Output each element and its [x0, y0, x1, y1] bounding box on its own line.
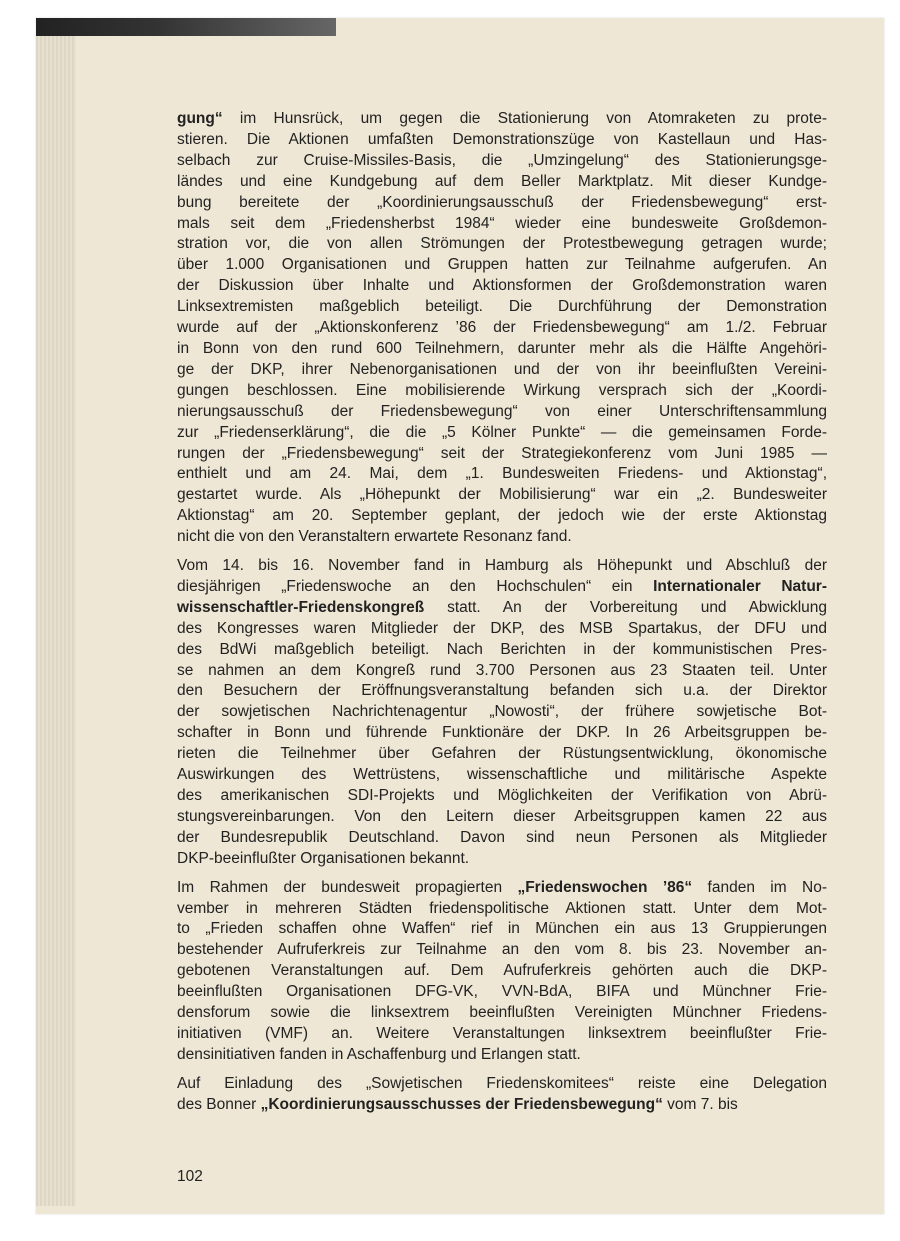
paragraph: [177, 109, 827, 548]
text-line: [177, 234, 827, 255]
text-run: rieten die Teilnehmer über Gefahren der Rüstungsentwicklung, ökonomische: [177, 745, 827, 763]
text-line: [177, 193, 827, 214]
text-run: beeinflußten Organisationen DFG-VK, VVN-BdA, BIFA und Münchner Frie-: [177, 983, 827, 1001]
text-line: [177, 878, 827, 899]
text-run: enthielt und am 24. Mai, dem „1. Bundesweiten Friedens- und Aktionstag“,: [177, 465, 827, 483]
text-run: densinitiativen fanden in Aschaffenburg und Erlangen statt.: [177, 1045, 581, 1063]
text-line: [177, 464, 827, 485]
text-run: Vom 14. bis 16. November fand in Hamburg als Höhepunkt und Abschluß der: [177, 557, 827, 575]
text-run: Linksextremisten maßgeblich beteiligt. Die Durchführung der Demonstration: [177, 298, 827, 316]
text-line: [177, 109, 827, 130]
text-run: schafter in Bonn und führende Funktionäre der DKP. In 26 Arbeitsgruppen be-: [177, 724, 827, 742]
text-run: des Bonner: [177, 1095, 261, 1113]
text-line: [177, 661, 827, 682]
text-run: to „Frieden schaffen ohne Waffen“ rief in München ein aus 13 Gruppierungen: [177, 920, 827, 938]
text-line: [177, 1074, 827, 1095]
text-line: [177, 556, 827, 577]
page-number: 102: [177, 1168, 203, 1185]
text-run: des Kongresses waren Mitglieder der DKP, des MSB Spartakus, der DFU und: [177, 619, 827, 637]
text-run: Auf Einladung des „Sowjetischen Friedenskomitees“ reiste eine Delegation: [177, 1074, 827, 1092]
text-run: Im Rahmen der bundesweit propagierten: [177, 878, 518, 896]
text-run: in Bonn von den rund 600 Teilnehmern, darunter mehr als die Hälfte Angehöri-: [177, 339, 827, 357]
text-line: [177, 339, 827, 360]
text-line: [177, 297, 827, 318]
text-run: der Diskussion über Inhalte und Aktionsformen der Großdemonstration waren: [177, 277, 827, 295]
text-run: nierungsausschuß der Friedensbewegung“ von einer Unterschriftensammlung: [177, 402, 827, 420]
text-run: bestehender Aufruferkreis zur Teilnahme an den vom 8. bis 23. November an-: [177, 941, 827, 959]
text-run: vember in mehreren Städten friedenspolitische Aktionen statt. Unter dem Mot-: [177, 899, 827, 917]
text-line: [177, 577, 827, 598]
text-run: der Bundesrepublik Deutschland. Davon sind neun Personen als Mitglieder: [177, 828, 827, 846]
text-run: wurde auf der „Aktionskonferenz ’86 der Friedensbewegung“ am 1./2. Februar: [177, 319, 827, 337]
text-run: Auswirkungen des Wettrüstens, wissenschaftliche und militärische Aspekte: [177, 766, 827, 784]
page-top-edge: [36, 18, 336, 36]
text-line: [177, 807, 827, 828]
text-line: [177, 423, 827, 444]
text-line: [177, 318, 827, 339]
text-line: [177, 744, 827, 765]
text-line: [177, 444, 827, 465]
text-run: mals seit dem „Friedensherbst 1984“ wieder eine bundesweite Großdemon-: [177, 214, 827, 232]
text-line: [177, 381, 827, 402]
text-line: [177, 1003, 827, 1024]
text-run: DKP-beeinflußter Organisationen bekannt.: [177, 849, 470, 867]
text-line: [177, 360, 827, 381]
text-line: [177, 485, 827, 506]
text-run: selbach zur Cruise-Missiles-Basis, die „Umzingelung“ des Stationierungsge-: [177, 151, 827, 169]
text-line: [177, 598, 827, 619]
body-text: [177, 109, 827, 1124]
text-run: ländes und eine Kundgebung auf dem Beller Marktplatz. Mit dieser Kundge-: [177, 172, 827, 190]
text-run: nicht die von den Veranstaltern erwartete Resonanz fand.: [177, 528, 572, 546]
text-line: [177, 828, 827, 849]
text-run: im Hunsrück, um gegen die Stationierung von Atomraketen zu prote-: [222, 110, 827, 127]
text-line: [177, 940, 827, 961]
paragraph: [177, 878, 827, 1066]
text-run: stieren. Die Aktionen umfaßten Demonstrationszüge von Kastellaun und Has-: [177, 130, 827, 148]
text-run: vom 7. bis: [662, 1095, 738, 1113]
text-line: [177, 402, 827, 423]
bold-text: wissenschaftler-Friedenskongreß: [177, 598, 425, 616]
page-stack-edge: [36, 36, 76, 1206]
text-line: [177, 1024, 827, 1045]
text-run: rungen der „Friedensbewegung“ seit der Strategiekonferenz vom Juni 1985 —: [177, 444, 827, 462]
text-run: des BdWi maßgeblich beteiligt. Nach Berichten in der kommunistischen Pres-: [177, 640, 827, 658]
text-line: [177, 702, 827, 723]
text-line: [177, 276, 827, 297]
text-line: [177, 527, 827, 548]
text-line: [177, 130, 827, 151]
bold-text: gung“: [177, 110, 223, 127]
text-run: densforum sowie die linksextrem beeinflußten Vereinigten Münchner Friedens-: [177, 1004, 827, 1022]
text-line: [177, 1045, 827, 1066]
text-line: [177, 681, 827, 702]
text-line: [177, 899, 827, 920]
text-line: [177, 723, 827, 744]
paragraph: [177, 1074, 827, 1116]
text-run: gungen beschlossen. Eine mobilisierende Wirkung versprach sich der „Koordi-: [177, 381, 827, 399]
text-run: statt. An der Vorbereitung und Abwicklung: [424, 598, 827, 616]
text-run: den Besuchern der Eröffnungsveranstaltung befanden sich u.a. der Direktor: [177, 682, 827, 700]
text-line: [177, 919, 827, 940]
text-line: [177, 151, 827, 172]
bold-text: „Friedenswochen ’86“: [517, 878, 693, 896]
text-run: ge der DKP, ihrer Nebenorganisationen und der von ihr beeinflußten Vereini-: [177, 360, 827, 378]
text-run: se nahmen an dem Kongreß rund 3.700 Personen aus 23 Staaten teil. Unter: [177, 661, 827, 679]
text-run: über 1.000 Organisationen und Gruppen hatten zur Teilnahme aufgerufen. An: [177, 256, 827, 274]
paragraph: [177, 556, 827, 870]
text-run: der sowjetischen Nachrichtenagentur „Nowosti“, der frühere sowjetische Bot-: [177, 703, 827, 721]
text-run: Aktionstag“ am 20. September geplant, der jedoch wie der erste Aktionstag: [177, 507, 827, 525]
text-line: [177, 765, 827, 786]
text-run: zur „Friedenserklärung“, die die „5 Kölner Punkte“ — die gemeinsamen Forde-: [177, 423, 827, 441]
text-line: [177, 961, 827, 982]
text-line: [177, 640, 827, 661]
text-run: initiativen (VMF) an. Weitere Veranstaltungen linksextrem beeinflußter Frie-: [177, 1024, 827, 1042]
text-run: des amerikanischen SDI-Projekts und Möglichkeiten der Verifikation von Abrü-: [177, 787, 827, 804]
text-run: stration vor, die von allen Strömungen der Protestbewegung getragen wurde;: [177, 235, 827, 253]
text-line: [177, 982, 827, 1003]
text-run: diesjährigen „Friedenswoche an den Hochschulen“ ein: [177, 577, 654, 595]
text-line: [177, 172, 827, 193]
text-run: gestartet wurde. Als „Höhepunkt der Mobilisierung“ war ein „2. Bundesweiter: [177, 486, 827, 504]
text-run: fanden im No-: [692, 878, 827, 896]
text-run: gebotenen Veranstaltungen auf. Dem Aufruferkreis gehörten auch die DKP-: [177, 962, 827, 980]
text-line: [177, 255, 827, 276]
bold-text: „Koordinierungsausschusses der Friedensbewegung“: [260, 1095, 663, 1113]
text-line: [177, 849, 827, 870]
text-line: [177, 786, 827, 807]
text-line: [177, 214, 827, 235]
bold-text: Internationaler Natur-: [653, 577, 827, 595]
text-line: [177, 1095, 827, 1116]
text-run: bung bereitete der „Koordinierungsausschuß der Friedensbewegung“ erst-: [177, 193, 827, 211]
text-line: [177, 506, 827, 527]
text-line: [177, 619, 827, 640]
text-run: stungsvereinbarungen. Von den Leitern dieser Arbeitsgruppen kamen 22 aus: [177, 807, 827, 825]
